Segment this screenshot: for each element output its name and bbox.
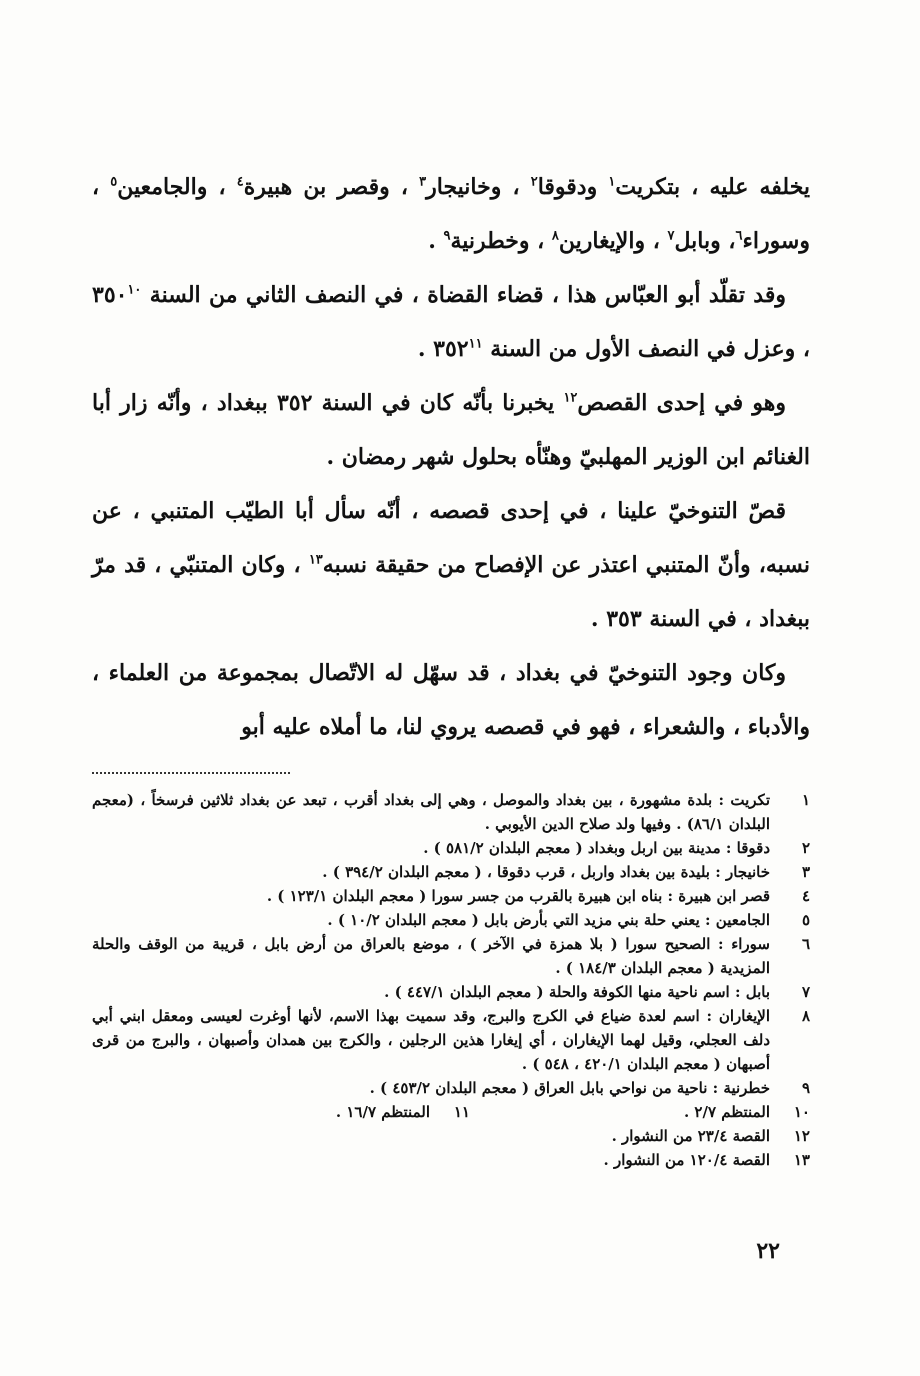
text-run: وكان وجود التنوخيّ في بغداد ، قد سهّل له الاتّصال بمجموعة من العلماء ، والأدباء ، والشعراء ، فهو في قصصه يروي لنا، ما أملاه عليه أبو [92,660,810,740]
footnote [92,980,810,1004]
footnote-text: خانيجار : بليدة بين بغداد واربل ، قرب دقوقا ، ( معجم البلدان ٣٩٤/٢ ) . [322,863,770,881]
footnote [92,884,810,908]
footnote-number: ٥ [801,911,810,929]
footnote-number: ١١ [453,1103,470,1121]
paragraph [92,268,810,376]
footnote [92,1124,810,1148]
footnote-number: ١ [801,791,810,809]
text-run: يخلفه عليه ، بتكريت [615,174,811,200]
footnote-text: المنتظم ١٦/٧ . [335,1103,430,1121]
paragraph [92,484,810,646]
footnote-separator [92,772,290,774]
footnote-number: ٩ [801,1079,810,1097]
footnote [92,788,810,836]
footnote-text: الجامعين : يعني حلة بني مزيد التي بأرض بابل ( معجم البلدان ١٠/٢ ) . [327,911,770,929]
footnote [92,1004,810,1076]
footnote-number: ١٢ [793,1127,810,1145]
text-run: . [428,228,444,254]
footnote [130,1100,470,1124]
footnote-ref[interactable]: ٧ [667,228,675,244]
footnote-text: خطرنية : ناحية من نواحي بابل العراق ( معجم البلدان ٤٥٣/٢ ) . [369,1079,770,1097]
footnote-pair-row [92,1100,810,1124]
text-run: يخبرنا بأنّه كان في السنة ٣٥٢ ببغداد ، وأنّه زار أبا الغنائم ابن الوزير المهلبيّ وهنّأه بحلول شهر رمضان . [92,390,810,470]
paragraph [92,376,810,484]
footnote-ref[interactable]: ١٠ [127,282,142,298]
footnote-ref[interactable]: ١١ [468,336,483,352]
text-run: ، وكان المتنبّي ، قد مرّ ببغداد ، في السنة ٣٥٣ . [92,552,810,632]
footnote [470,1100,810,1124]
text-run: ، والإيغارين [558,228,668,254]
text-run: . [417,336,434,362]
paragraph [92,646,810,754]
footnote-ref[interactable]: ١٣ [308,552,323,568]
footnote-number: ٧ [801,983,810,1001]
footnote-ref[interactable]: ٢ [530,174,538,190]
footnote [92,932,810,980]
text-run: ، وخطرنية [450,228,552,254]
footnote-ref[interactable]: ٤ [236,174,244,190]
text-run: وهو في إحدى القصص [577,390,786,416]
paragraph [92,160,810,268]
footnote-number: ٣ [801,863,810,881]
text-run: ، والجامعين [117,174,237,200]
footnote-text: سوراء : الصحيح سورا ( بلا همزة في الآخر ) ، موضع بالعراق من أرض بابل ، قريبة من الوقف والحلة المزيدية ( معجم البلدان ١٨٤/٣ ) . [92,935,770,977]
text-run: قصّ التنوخيّ علينا ، في إحدى قصصه ، أنّه سأل أبا الطيّب المتنبي ، عن نسبه، وأنّ المتنبي اعتذر عن الإفصاح من حقيقة نسبه [92,498,810,578]
footnote-text: الإيغاران : اسم لعدة ضياع في الكرج والبرج، وقد سميت بهذا الاسم، لأنها أوغرت لعيسى ومعقل ابني أبي دلف العجلي، وقيل لهما الإيغاران ، أي إيغارا هذين الرجلين ، والكرج بين همدان وأصبهان ، والبرج من قرى أصبهان ( معجم البلدان ٤٢٠/١ ، ٥٤٨ ) . [92,1007,770,1073]
footnote-ref[interactable]: ٨ [551,228,559,244]
page-number: ٢٢ [756,1238,780,1264]
footnote-text: قصر ابن هبيرة : بناه ابن هبيرة بالقرب من جسر سورا ( معجم البلدان ١٢٣/١ ) . [266,887,770,905]
book-page [92,160,810,1290]
footnote [92,836,810,860]
footnote-text: القصة ٢٣/٤ من النشوار . [611,1127,770,1145]
text-run: ، وقصر بن هبيرة [243,174,420,200]
text-run: ، وخانيجار [426,174,531,200]
footnote-text: بابل : اسم ناحية منها الكوفة والحلة ( معجم البلدان ٤٤٧/١ ) . [384,983,770,1001]
footnote-number: ١٠ [793,1103,810,1121]
footnote-text: المنتظم ٢/٧ . [683,1103,770,1121]
main-text [92,160,810,754]
text-run: ودقوقا [537,174,609,200]
footnotes [92,788,810,1172]
footnote-ref[interactable]: ١ [608,174,616,190]
footnote-ref[interactable]: ٦ [735,228,743,244]
footnote-text: تكريت : بلدة مشهورة ، بين بغداد والموصل ، وهي إلى بغداد أقرب ، تبعد عن بغداد ثلاثين فرسخاً ، (معجم البلدان ٨٦/١) . وفيها ولد صلاح الدين الأيوبي . [92,791,770,833]
footnote-ref[interactable]: ١٢ [563,390,578,406]
footnote-text: القصة ١٢٠/٤ من النشوار . [603,1151,770,1169]
footnote [92,860,810,884]
footnote-number: ٦ [801,935,810,953]
footnote-number: ٤ [801,887,810,905]
text-run: ، وبابل [674,228,736,254]
footnote-number: ٨ [801,1007,810,1025]
text-run: ، وعزل في النصف الأول من السنة ٣٥٢ [433,336,810,362]
footnote-number: ٢ [801,839,810,857]
footnote-ref[interactable]: ٣ [419,174,427,190]
text-run: ، وسوراء [92,174,810,254]
footnote-text: دقوقا : مدينة بين اربل وبغداد ( معجم البلدان ٥٨١/٢ ) . [423,839,770,857]
footnote-ref[interactable]: ٥ [110,174,118,190]
footnote [92,908,810,932]
text-run: وقد تقلّد أبو العبّاس هذا ، قضاء القضاة ، في النصف الثاني من السنة ٣٥٠ [92,282,786,308]
footnote [92,1148,810,1172]
footnote-ref[interactable]: ٩ [443,228,451,244]
footnote-number: ١٣ [793,1151,810,1169]
footnote [92,1076,810,1100]
